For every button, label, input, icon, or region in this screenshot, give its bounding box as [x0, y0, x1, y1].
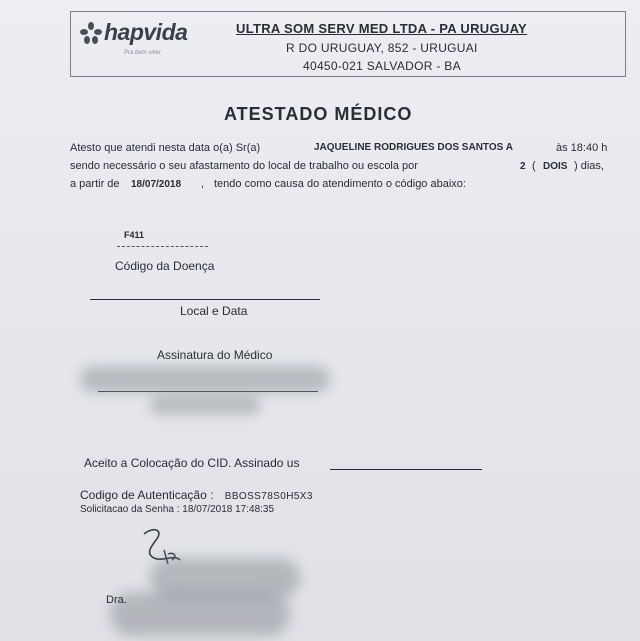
statement-line3: a partir de	[70, 178, 120, 190]
patient-name: JAQUELINE RODRIGUES DOS SANTOS A	[314, 142, 513, 153]
redacted-crm	[150, 396, 260, 414]
cid-caption: Código da Doença	[115, 259, 215, 273]
doctor-prefix: Dra.	[106, 594, 127, 606]
auth-label: Codigo de Autenticação :	[80, 488, 214, 502]
redacted-doctor-stamp	[80, 366, 330, 392]
local-date-caption: Local e Data	[180, 304, 248, 318]
statement-line2: sendo necessário o seu afastamento do local de trabalho ou escola por	[70, 160, 418, 172]
acceptance-signature-line	[330, 469, 482, 470]
document-title: ATESTADO MÉDICO	[224, 104, 413, 124]
signature-caption: Assinatura do Médico	[157, 348, 273, 362]
line3-comma: ,	[201, 178, 205, 190]
request-timestamp: Solicitacao da Senha : 18/07/2018 17:48:35	[80, 504, 275, 515]
paren-open: (	[532, 160, 536, 172]
local-date-line	[90, 299, 320, 300]
flower-logo-icon	[80, 22, 102, 44]
hapvida-logo	[80, 20, 192, 62]
address-city: 40450-021 SALVADOR - BA	[303, 59, 461, 73]
company-name: ULTRA SOM SERV MED LTDA - PA URUGUAY	[236, 21, 528, 36]
logo-tagline: Pra bem viver	[124, 50, 162, 56]
acceptance-text: Aceito a Colocação do CID. Assinado us	[84, 456, 300, 470]
auth-code: BBOSS78S0H5X3	[224, 491, 313, 502]
redacted-stamp-lower	[110, 592, 290, 636]
days-suffix: ) dias,	[574, 160, 604, 172]
statement-line1: Atesto que atendi nesta data o(a) Sr(a)	[70, 142, 261, 154]
doctor-signature-line	[98, 391, 318, 392]
attendance-time: às 18:40 h	[556, 142, 608, 154]
authentication-row	[80, 488, 313, 502]
start-date: 18/07/2018	[131, 179, 182, 190]
cid-code: F411	[124, 230, 145, 240]
logo-wordmark: hapvida	[104, 19, 188, 45]
cid-dashed-line	[117, 246, 208, 247]
days-word: DOIS	[543, 161, 568, 172]
days-number: 2	[520, 161, 526, 172]
address-street: R DO URUGUAY, 852 - URUGUAI	[286, 41, 478, 55]
statement-line3-suffix: tendo como causa do atendimento o código abaixo:	[214, 178, 466, 190]
